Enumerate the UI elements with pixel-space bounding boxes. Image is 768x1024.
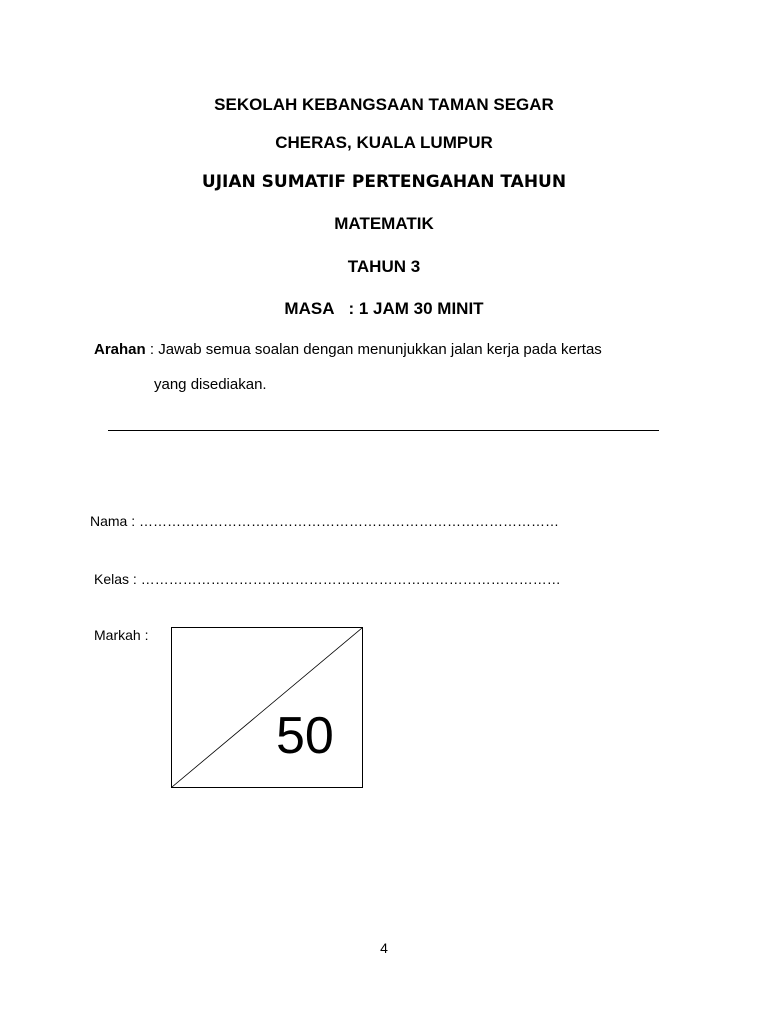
time-allowed xyxy=(0,299,768,319)
subject-title: MATEMATIK xyxy=(334,214,434,233)
school-location: CHERAS, KUALA LUMPUR xyxy=(275,133,493,152)
time-value: : 1 JAM 30 MINIT xyxy=(348,299,484,318)
year-title: TAHUN 3 xyxy=(347,257,421,276)
page-number: 4 xyxy=(380,940,388,956)
marks-box xyxy=(171,627,363,788)
instructions-line-2: yang disediakan. xyxy=(154,376,267,393)
name-field: Nama : ……………………………………………………………………………… xyxy=(90,513,560,529)
exam-title: UJIAN SUMATIF PERTENGAHAN TAHUN xyxy=(201,172,567,192)
marks-label: Markah : xyxy=(94,627,149,643)
instructions-label: Arahan xyxy=(94,341,146,358)
divider-line xyxy=(108,430,659,431)
class-field: Kelas : ……………………………………………………………………………… xyxy=(94,571,561,587)
instructions-line-1 xyxy=(94,341,602,358)
marks-total: 50 xyxy=(276,707,334,765)
time-label: MASA xyxy=(284,299,335,318)
instructions-text: : Jawab semua soalan dengan menunjukkan jalan kerja pada kertas xyxy=(145,341,602,358)
school-name: SEKOLAH KEBANGSAAN TAMAN SEGAR xyxy=(214,95,554,114)
